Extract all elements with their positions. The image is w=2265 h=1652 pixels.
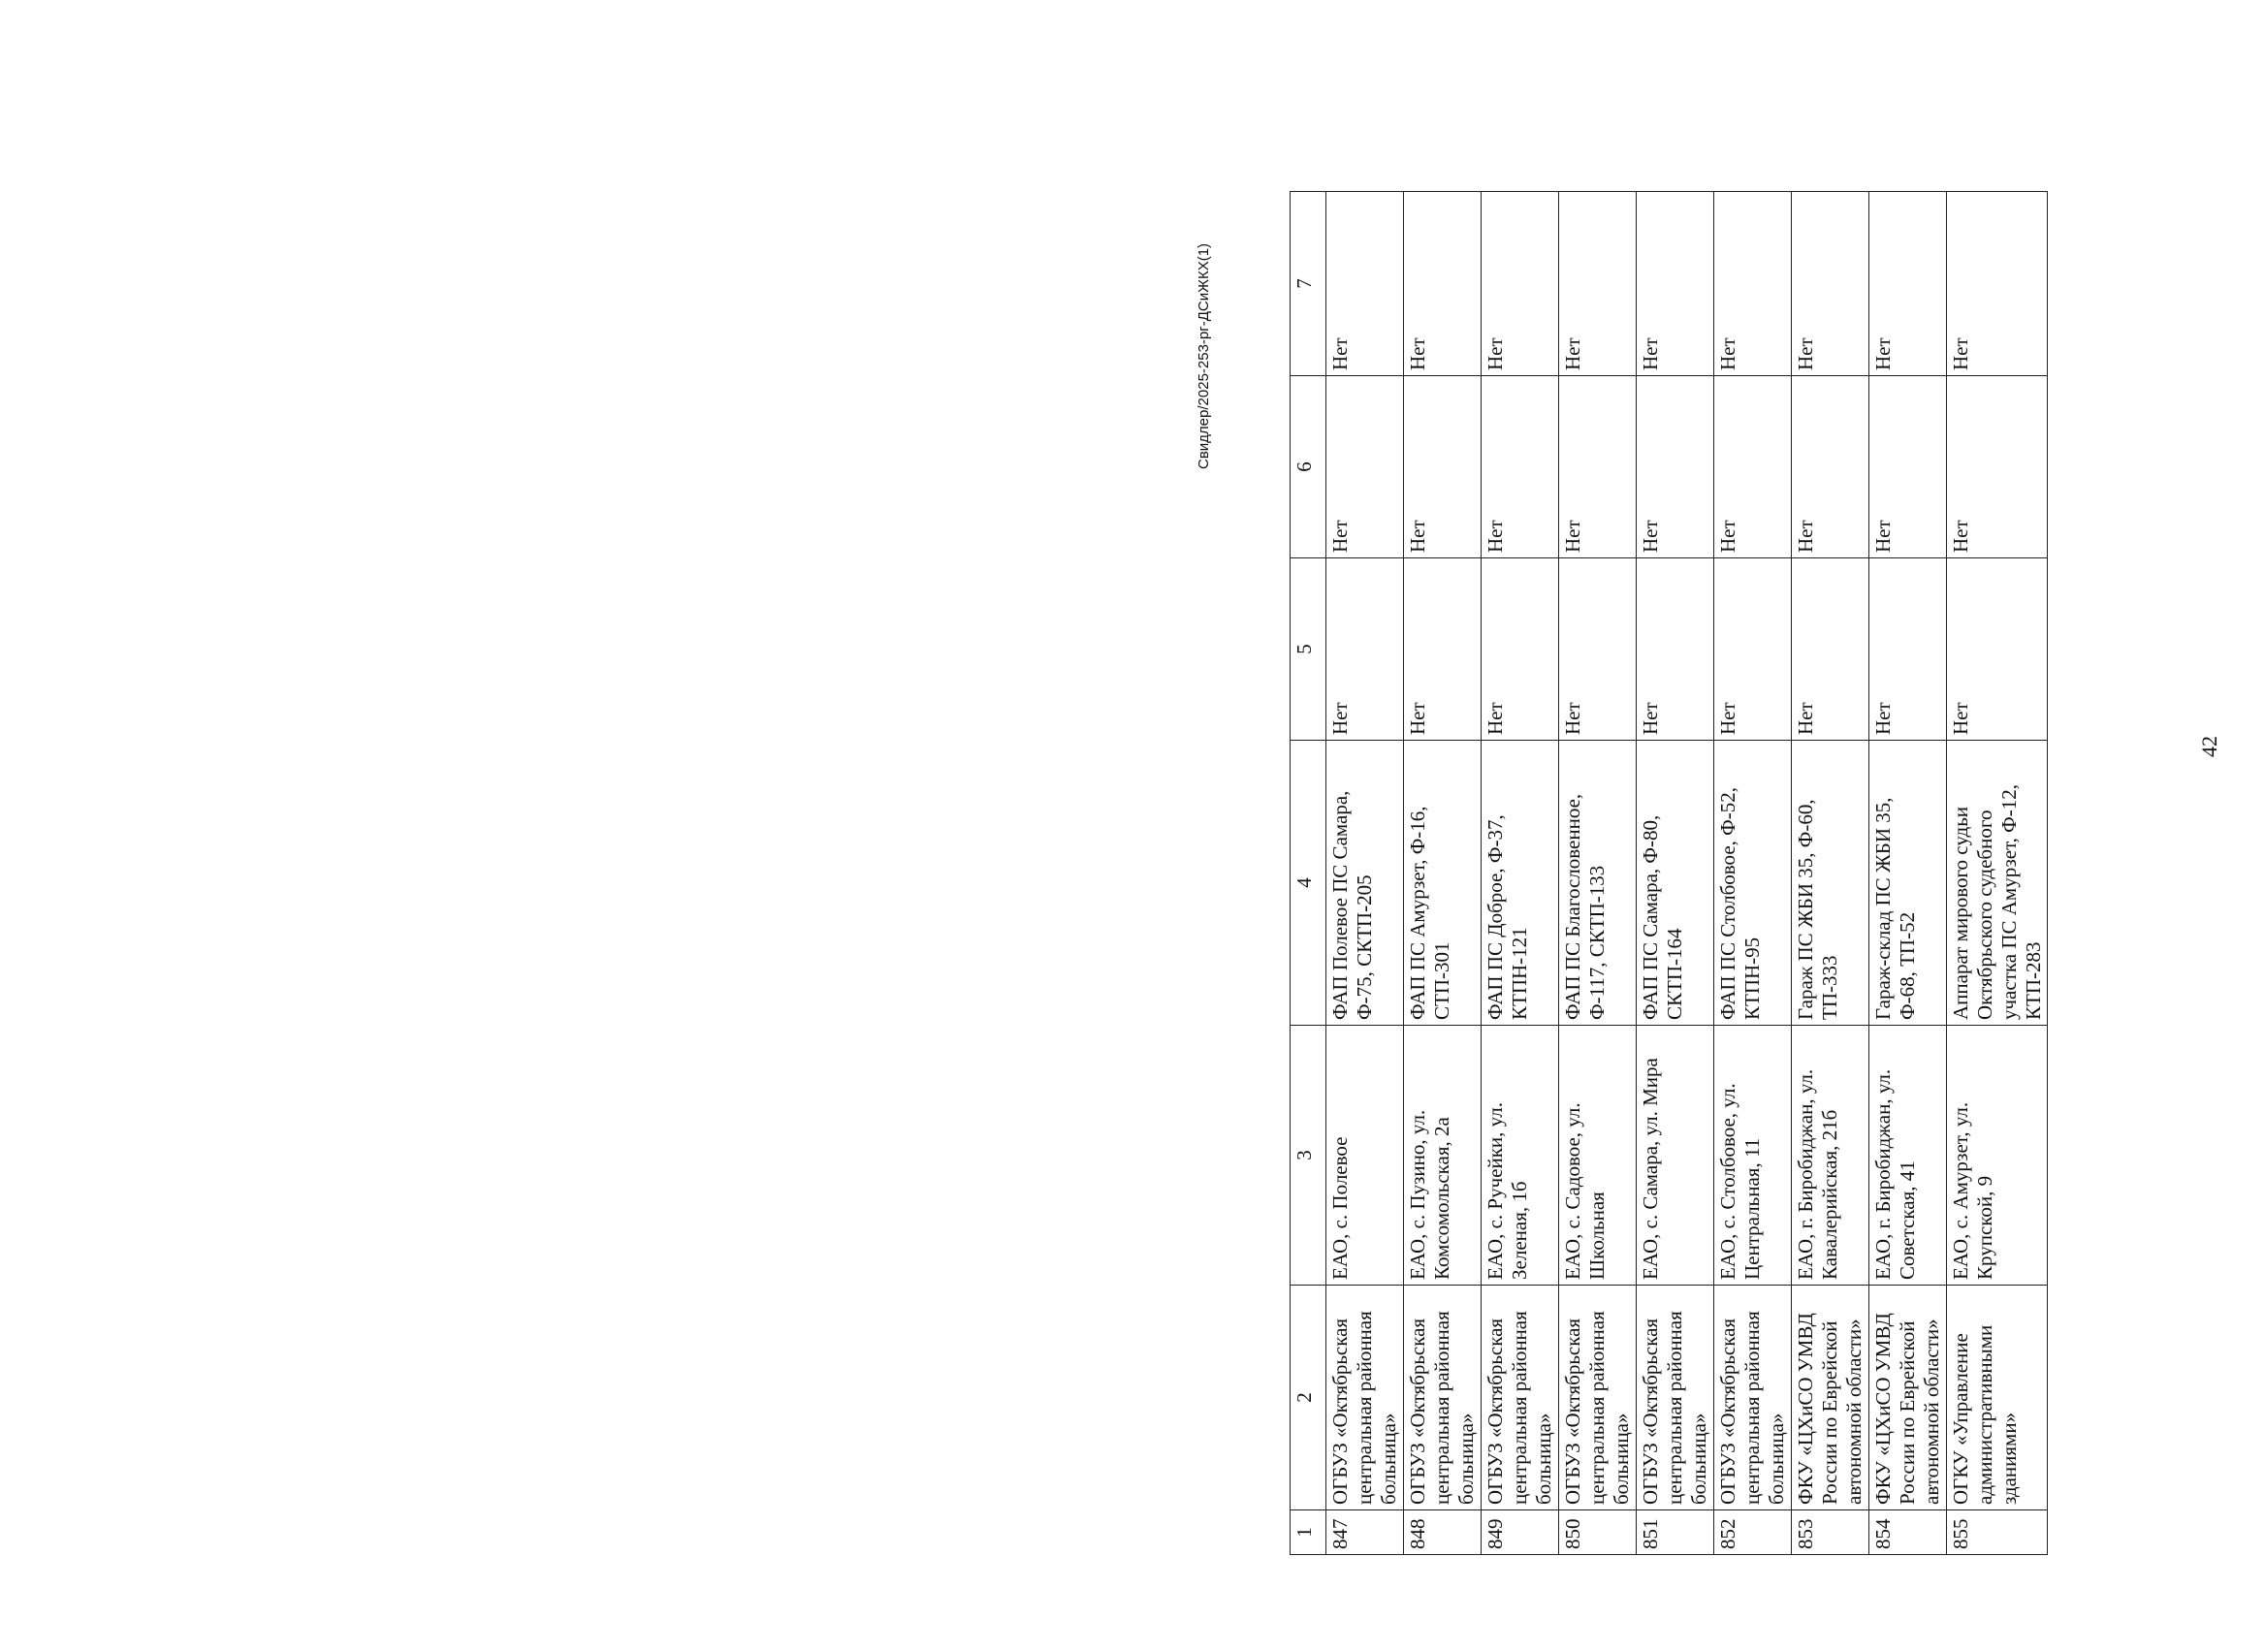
table-cell: Нет <box>1404 192 1482 376</box>
facility-cell: Аппарат мирового судьи Октябрьского судебного участка ПС Амурзет, Ф-12, КТП-283 <box>1947 741 2048 1026</box>
table-cell: Нет <box>1482 558 1559 741</box>
address-cell: ЕАО, г. Биробиджан, ул. Советская, 41 <box>1869 1026 1947 1286</box>
table-cell: Нет <box>1714 558 1792 741</box>
table-cell: Нет <box>1559 192 1637 376</box>
table-row <box>1947 192 2048 1555</box>
facility-cell: ФАП ПС Амурзет, Ф-16, СТП-301 <box>1404 741 1482 1026</box>
table-row <box>1404 192 1482 1555</box>
address-cell: ЕАО, с. Самара, ул. Мира <box>1637 1026 1714 1286</box>
table-cell: Нет <box>1869 376 1947 558</box>
facility-cell: Гараж-склад ПС ЖБИ 35, Ф-68, ТП-52 <box>1869 741 1947 1026</box>
table-cell: Нет <box>1326 558 1404 741</box>
address-cell: ЕАО, с. Ручейки, ул. Зеленая, 1б <box>1482 1026 1559 1286</box>
table-cell: Нет <box>1326 376 1404 558</box>
table-row <box>1482 192 1559 1555</box>
organization-cell: ОГБУЗ «Октябрьская центральная районная больница» <box>1637 1286 1714 1510</box>
table-cell: Нет <box>1869 558 1947 741</box>
data-table <box>1290 191 2048 1555</box>
column-header: 5 <box>1291 558 1326 741</box>
row-number: 848 <box>1404 1510 1482 1555</box>
table-cell: Нет <box>1792 192 1869 376</box>
row-number: 855 <box>1947 1510 2048 1555</box>
facility-cell: ФАП ПС Столбовое, Ф-52, КТПН-95 <box>1714 741 1792 1026</box>
row-number: 852 <box>1714 1510 1792 1555</box>
table-cell: Нет <box>1947 558 2048 741</box>
address-cell: ЕАО, с. Садовое, ул. Школьная <box>1559 1026 1637 1286</box>
row-number: 851 <box>1637 1510 1714 1555</box>
table-row <box>1714 192 1792 1555</box>
facility-cell: ФАП ПС Доброе, Ф-37, КТПН-121 <box>1482 741 1559 1026</box>
column-header: 6 <box>1291 376 1326 558</box>
page-number: 42 <box>2197 736 2221 757</box>
organization-cell: ОГБУЗ «Октябрьская центральная районная больница» <box>1404 1286 1482 1510</box>
table-header-row <box>1291 192 1326 1555</box>
organization-cell: ОГБУЗ «Октябрьская центральная районная больница» <box>1482 1286 1559 1510</box>
table-cell: Нет <box>1714 376 1792 558</box>
row-number: 853 <box>1792 1510 1869 1555</box>
table-cell: Нет <box>1482 376 1559 558</box>
row-number: 849 <box>1482 1510 1559 1555</box>
row-number: 850 <box>1559 1510 1637 1555</box>
table-row <box>1869 192 1947 1555</box>
organization-cell: ФКУ «ЦХиСО УМВД России по Еврейской автономной области» <box>1792 1286 1869 1510</box>
table-cell: Нет <box>1404 558 1482 741</box>
organization-cell: ОГБУЗ «Октябрьская центральная районная больница» <box>1714 1286 1792 1510</box>
address-cell: ЕАО, с. Полевое <box>1326 1026 1404 1286</box>
table-cell: Нет <box>1637 376 1714 558</box>
table-cell: Нет <box>1482 192 1559 376</box>
column-header: 2 <box>1291 1286 1326 1510</box>
table-cell: Нет <box>1947 192 2048 376</box>
address-cell: ЕАО, с. Пузино, ул. Комсомольская, 2а <box>1404 1026 1482 1286</box>
address-cell: ЕАО, с. Амурзет, ул. Крупской, 9 <box>1947 1026 2048 1286</box>
table-cell: Нет <box>1326 192 1404 376</box>
facility-cell: ФАП ПС Благословенное, Ф-117, СКТП-133 <box>1559 741 1637 1026</box>
table-cell: Нет <box>1947 376 2048 558</box>
table-cell: Нет <box>1559 558 1637 741</box>
table-cell: Нет <box>1792 558 1869 741</box>
document-page <box>1191 159 2265 1594</box>
table-row <box>1792 192 1869 1555</box>
table-cell: Нет <box>1714 192 1792 376</box>
column-header: 4 <box>1291 741 1326 1026</box>
table-row <box>1559 192 1637 1555</box>
table-cell: Нет <box>1792 376 1869 558</box>
facility-cell: Гараж ПС ЖБИ 35, Ф-60, ТП-333 <box>1792 741 1869 1026</box>
address-cell: ЕАО, с. Столбовое, ул. Центральная, 11 <box>1714 1026 1792 1286</box>
facility-cell: ФАП ПС Самара, Ф-80, СКТП-164 <box>1637 741 1714 1026</box>
column-header: 3 <box>1291 1026 1326 1286</box>
organization-cell: ОГБУЗ «Октябрьская центральная районная больница» <box>1559 1286 1637 1510</box>
organization-cell: ОГБУЗ «Октябрьская центральная районная больница» <box>1326 1286 1404 1510</box>
facility-cell: ФАП Полевое ПС Самара, Ф-75, СКТП-205 <box>1326 741 1404 1026</box>
table-cell: Нет <box>1869 192 1947 376</box>
row-number: 854 <box>1869 1510 1947 1555</box>
organization-cell: ФКУ «ЦХиСО УМВД России по Еврейской автономной области» <box>1869 1286 1947 1510</box>
address-cell: ЕАО, г. Биробиджан, ул. Кавалерийская, 21б <box>1792 1026 1869 1286</box>
table-row <box>1637 192 1714 1555</box>
row-number: 847 <box>1326 1510 1404 1555</box>
table-cell: Нет <box>1637 558 1714 741</box>
table-cell: Нет <box>1559 376 1637 558</box>
document-code: Свидлер/2025-253-рг-ДСиЖКХ(1) <box>1196 242 1212 469</box>
column-header: 1 <box>1291 1510 1326 1555</box>
table-row <box>1326 192 1404 1555</box>
organization-cell: ОГКУ «Управление административными зданиями» <box>1947 1286 2048 1510</box>
table-cell: Нет <box>1637 192 1714 376</box>
column-header: 7 <box>1291 192 1326 376</box>
table-cell: Нет <box>1404 376 1482 558</box>
